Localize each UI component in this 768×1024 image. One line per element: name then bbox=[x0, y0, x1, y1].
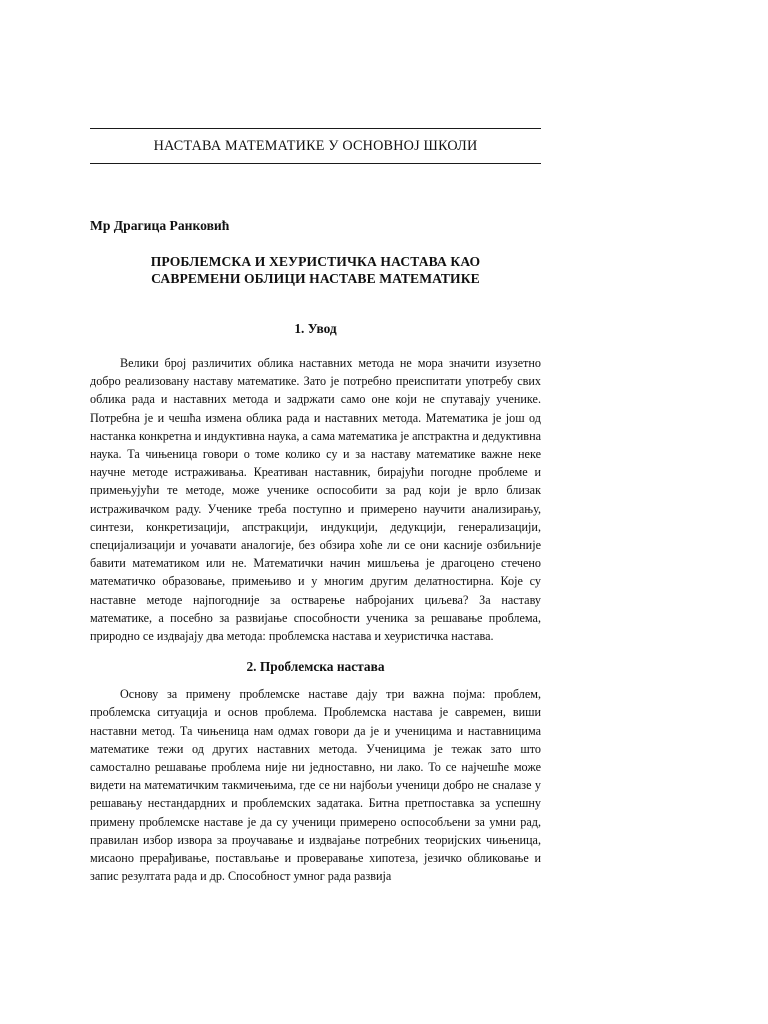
article-title-line-1: ПРОБЛЕМСКА И ХЕУРИСТИЧКА НАСТАВА КАО bbox=[150, 254, 481, 269]
section-heading-intro: 1. Увод bbox=[294, 321, 337, 336]
article-title bbox=[90, 253, 541, 287]
document-page bbox=[90, 128, 541, 885]
journal-title: НАСТАВА МАТЕМАТИКЕ У ОСНОВНОЈ ШКОЛИ bbox=[153, 138, 478, 154]
article-title-line-2: САВРЕМЕНИ ОБЛИЦИ НАСТАВЕ МАТЕМАТИКЕ bbox=[151, 271, 480, 286]
section-paragraph-intro: Велики број различитих облика наставних метода не мора значити изузетно добро реализовану наставу математике. Зато је потребно преиспитати употребу свих облика рада и наставних метода и задржати само оне који не спутавају ученике. Потребна је и чешћа измена облика рада и наставних метода. Математика је још од настанка конкретна и индуктивна наука, а сама математика је апстрактна и дедуктивна наука. Та чињеница говори о томе колико су и за наставу математике важне неке научне методе истраживања. Креативан наставник, бирајући погодне проблеме и примењујући те методе, може ученике оспособити за рад који је врло близак истраживачком раду. Ученике треба поступно и примерено научити анализирању, синтези, конкретизацији, апстракцији, индукцији, дедукцији, генерализацији, специјализацији и уочавати аналогије, без обзира хоће ли се они касније озбиљније бавити математиком или не. Математички начин мишљења је драгоцено стечено математичко образовање, примењиво и у многим другим делатностирна. Које су наставне методе најпогодније за остварење набројаних циљева? За наставу математике, а посебно за развијање способности ученика за решавање проблема, природно се издвајају два метода: проблемска настава и хеуристичка настава. bbox=[90, 356, 541, 644]
section-heading-problem-teaching: 2. Проблемска настава bbox=[246, 659, 385, 675]
section-paragraph-problem-teaching: Основу за примену проблемске наставе дају три важна појма: проблем, проблемска ситуација и основ проблема. Проблемска настава је савремен, виши наставни метод. Та чињеница нам одмах говори да је и ученицима и наставницима математике тежи од других наставних метода. Ученицима је тежак зато што самостално решавање проблема није ни једноставно, ни лако. То се најчешће може видети на математичким такмичењима, где се ни најбољи ученици добро не сналазе у решавању нестандардних и проблемских задатака. Битна претпоставка за успешну примену проблемске наставе је да су ученици примерено оспособљени за умни рад, правилан избор извора за проучавање и издвајање потребних теоријских чињеница, мисаоно прерађивање, постављање и проверавање хипотеза, језичко обликовање и запис резултата рада и др. Способност умног рада развија bbox=[90, 687, 541, 884]
author-name: Мр Драгица Ранковић bbox=[90, 218, 230, 233]
bottom-rule bbox=[90, 163, 541, 164]
